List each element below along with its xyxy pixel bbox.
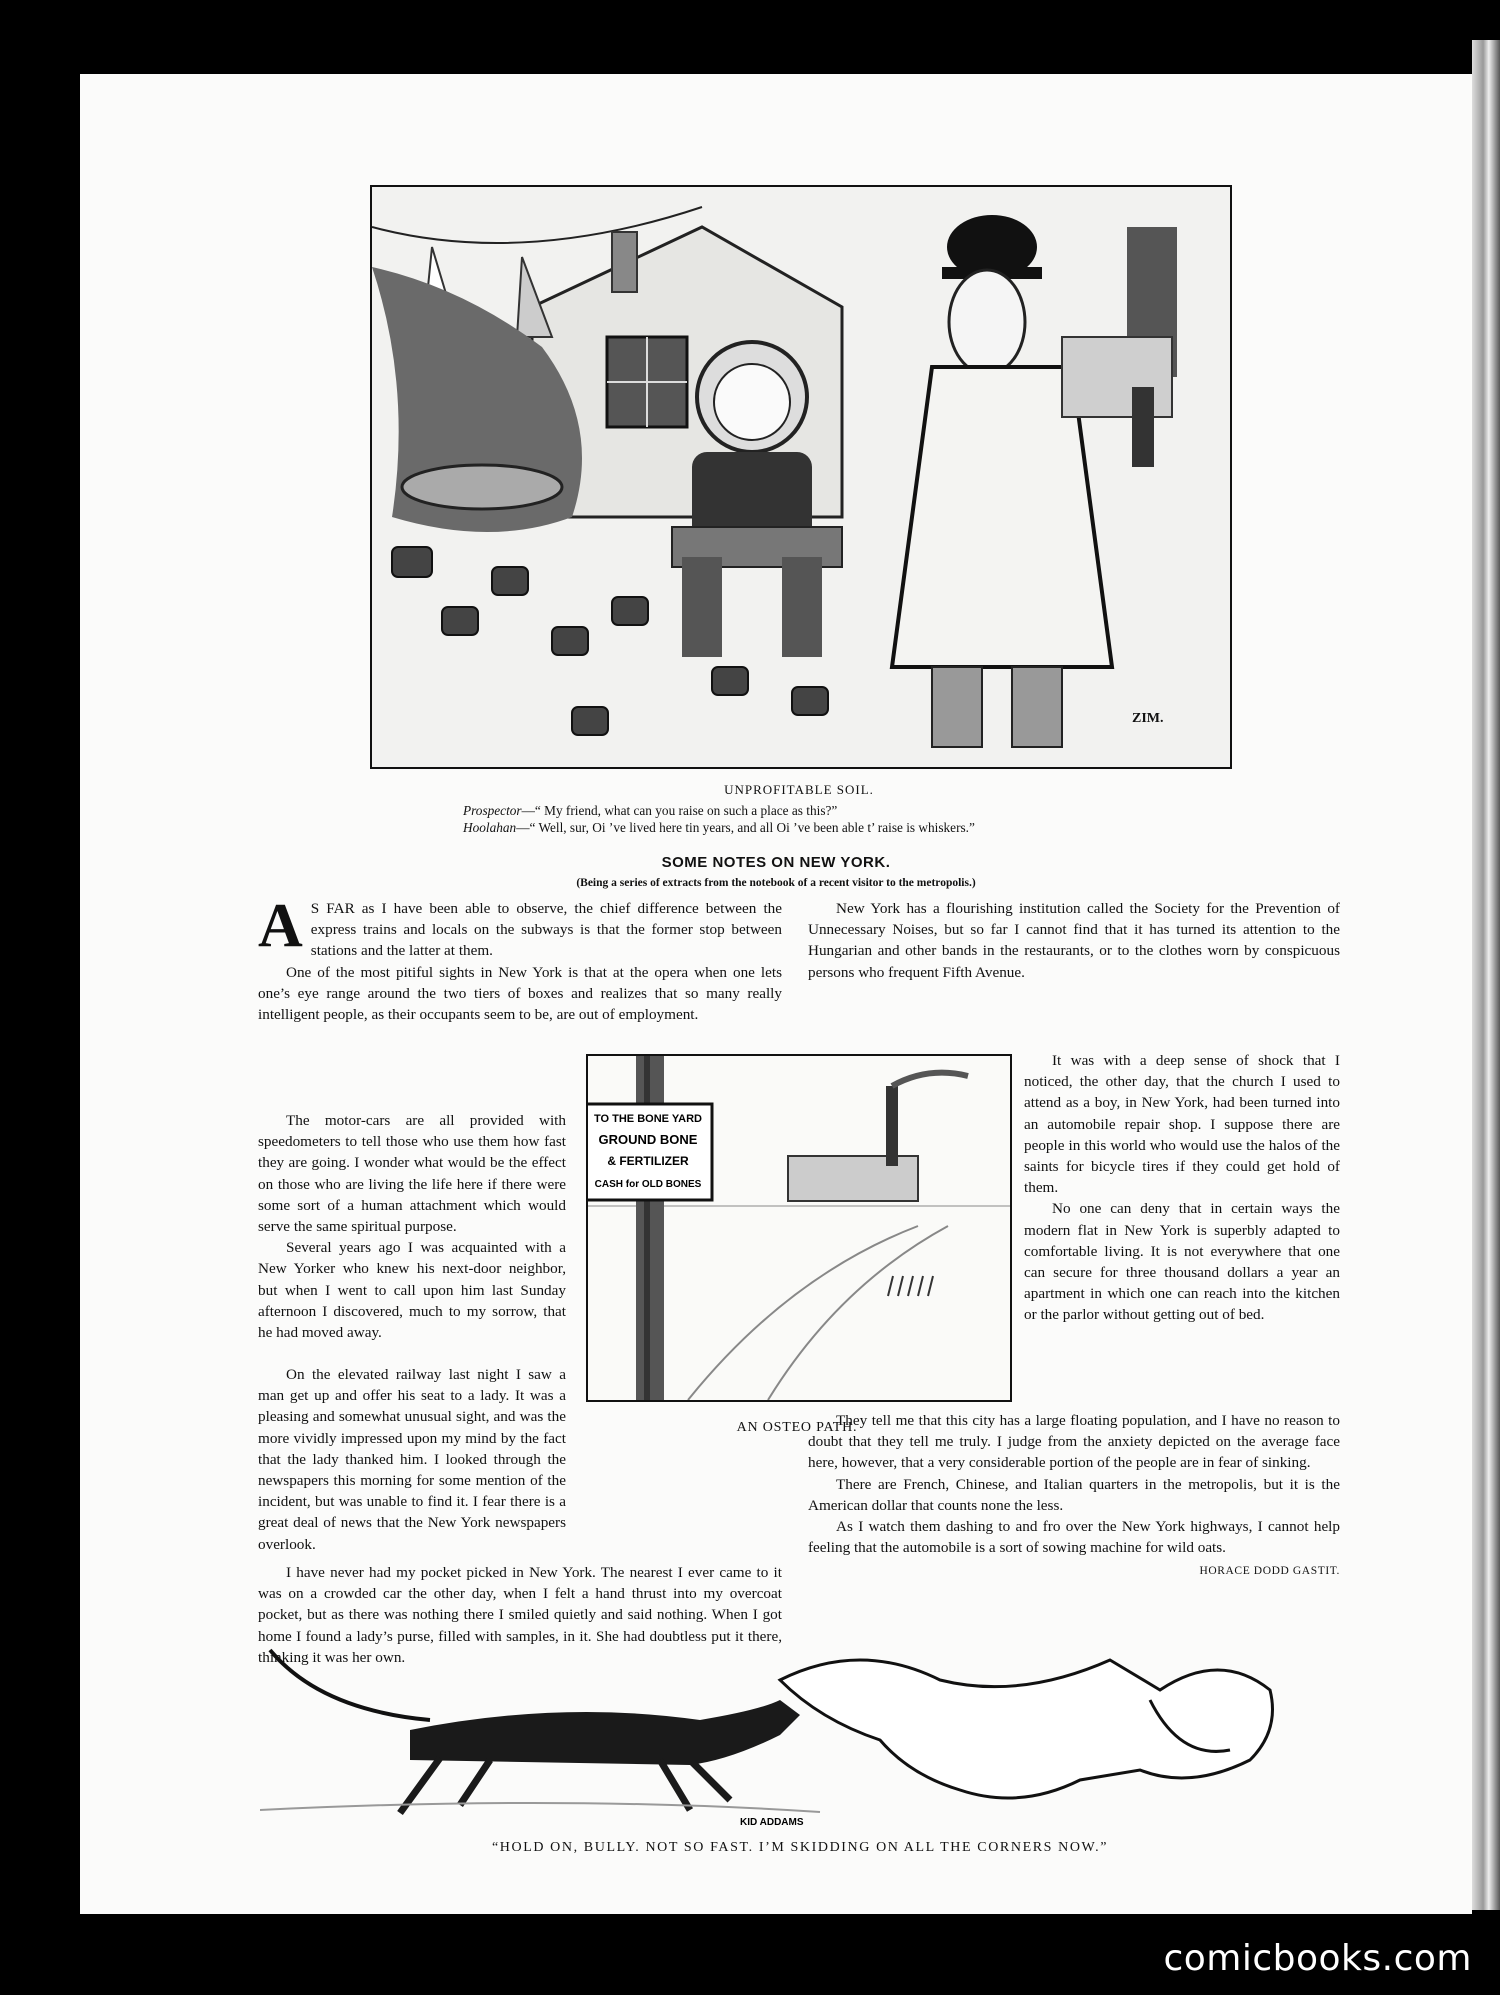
article-paragraph: A S FAR as I have been able to observe, the chief difference between the express trains and locals on the subways is that the former stop between stations and the latter at them.	[258, 892, 782, 960]
article-column-left	[258, 892, 782, 1025]
top-cartoon-drawing	[372, 187, 1230, 767]
article-paragraph: On the elevated railway last night I saw a man get up and offer his seat to a lady. It was a pleasing and somewhat unusual sight, and was the more vividly impressed upon my mind by the fact that the lady thanked him. I looked through the newspapers this morning for some mention of the incident, but was unable to find it. I fear there is a great deal of news that the New York newspapers overlook.	[258, 1366, 566, 1553]
dialogue-line-hoolahan: —“ Well, sur, Oi ’ve lived here tin years, and all Oi ’ve been able t’ raise is whiskers.”	[516, 820, 975, 835]
top-cartoon-artist-signature: ZIM.	[1132, 711, 1164, 726]
article-headline: SOME NOTES ON NEW YORK.	[661, 854, 891, 871]
dialogue-speaker-prospector: Prospector	[463, 803, 522, 818]
sign-text-line3: & FERTILIZER	[607, 1154, 689, 1168]
dialogue-speaker-hoolahan: Hoolahan	[463, 820, 517, 835]
drop-cap: A	[258, 892, 303, 960]
article-paragraph: The motor-cars are all provided with speedometers to tell those who use them how fast they are going. I wonder what would be the effect on those who are living the life here if there were some sort of a human attachment which would serve the same spiritual purpose.	[258, 1112, 566, 1236]
article-paragraph: Several years ago I was acquainted with a New Yorker who knew his next-door neighbor, but when I went to call upon him last Sunday afternoon I discovered, much to my sorrow, that he had moved away.	[258, 1239, 566, 1342]
article-column-left-narrow	[258, 1110, 566, 1343]
article-column-right	[808, 898, 1340, 983]
dialogue-line-prospector: —“ My friend, what can you raise on such a place as this?”	[521, 803, 838, 818]
article-paragraph: There are French, Chinese, and Italian quarters in the metropolis, but it is the American dollar that counts none the less.	[808, 1475, 1340, 1514]
article-subhead: (Being a series of extracts from the notebook of a recent visitor to the metropolis.)	[576, 877, 976, 889]
bottom-cartoon-artist-signature: KID ADDAMS	[740, 1817, 804, 1828]
top-cartoon-dialogue	[463, 802, 1263, 836]
bottom-cartoon-caption: “HOLD ON, BULLY. NOT SO FAST. I’M SKIDDING ON ALL THE CORNERS NOW.”	[491, 1840, 1109, 1855]
article-paragraph: New York has a flourishing institution called the Society for the Prevention of Unnecessary Noises, but so far I cannot find that it has turned its attention to the Hungarian and other bands in the restaurants, or to the clothes worn by conspicuous persons who frequent Fifth Avenue.	[808, 900, 1340, 981]
book-spine	[1472, 40, 1500, 1910]
sign-text-line1: TO THE BONE YARD	[594, 1113, 702, 1125]
article-paragraph: It was with a deep sense of shock that I noticed, the other day, that the church I used to attend as a boy, in New York, had been turned into an automobile repair shop. I suppose there are people in this world who would use the halos of the saints for bicycle tires if they could get hold of them.	[1024, 1052, 1340, 1197]
sign-text-line4: CASH for OLD BONES	[594, 1179, 702, 1190]
inset-illustration-osteo-path	[586, 1054, 1012, 1402]
article-column-right-narrow	[1024, 1050, 1340, 1326]
article-byline: HORACE DODD GASTIT.	[1199, 1565, 1340, 1578]
dog-race-drawing	[260, 1640, 1340, 1830]
top-cartoon-illustration	[370, 185, 1232, 769]
article-paragraph: One of the most pitiful sights in New York is that at the opera when one lets one’s eye range around the two tiers of boxes and realizes that so many really intelligent people, as their occupants seem to be, are out of employment.	[258, 963, 782, 1024]
sign-text-line2: GROUND BONE	[598, 1132, 698, 1147]
article-paragraph: As I watch them dashing to and fro over the New York highways, I cannot help feeling that the automobile is a sort of sowing machine for wild oats. HORACE DODD GASTIT.	[808, 1516, 1340, 1558]
osteo-path-drawing	[588, 1056, 1010, 1400]
article-paragraph: No one can deny that in certain ways the modern flat in New York is superbly adapted to comfortable living. It is not everywhere that one can secure for three thousand dollars a year an apartment in which one can reach into the kitchen or the parlor without getting out of bed.	[1024, 1200, 1340, 1324]
inset-illustration-caption: AN OSTEO PATH.	[736, 1420, 858, 1435]
watermark-text: comicbooks.com	[1163, 1938, 1472, 1979]
top-cartoon-title: UNPROFITABLE SOIL.	[724, 782, 874, 797]
bottom-cartoon-illustration	[260, 1640, 1340, 1830]
article-paragraph: They tell me that this city has a large floating population, and I have no reason to doubt that they tell me truly. I judge from the anxiety depicted on the average face here, however, that a very considerable portion of the people are in fear of sinking.	[808, 1412, 1340, 1472]
article-paragraph: I have never had my pocket picked in New York. The nearest I ever came to it was on a crowded car the other day, when I felt a hand thrust into my overcoat pocket, but as there was nothing there I smiled quietly and said nothing. When I got home I found a lady’s purse, filled with samples, in it. She had doubtless put it there, thinking it was her own.	[258, 1564, 782, 1666]
